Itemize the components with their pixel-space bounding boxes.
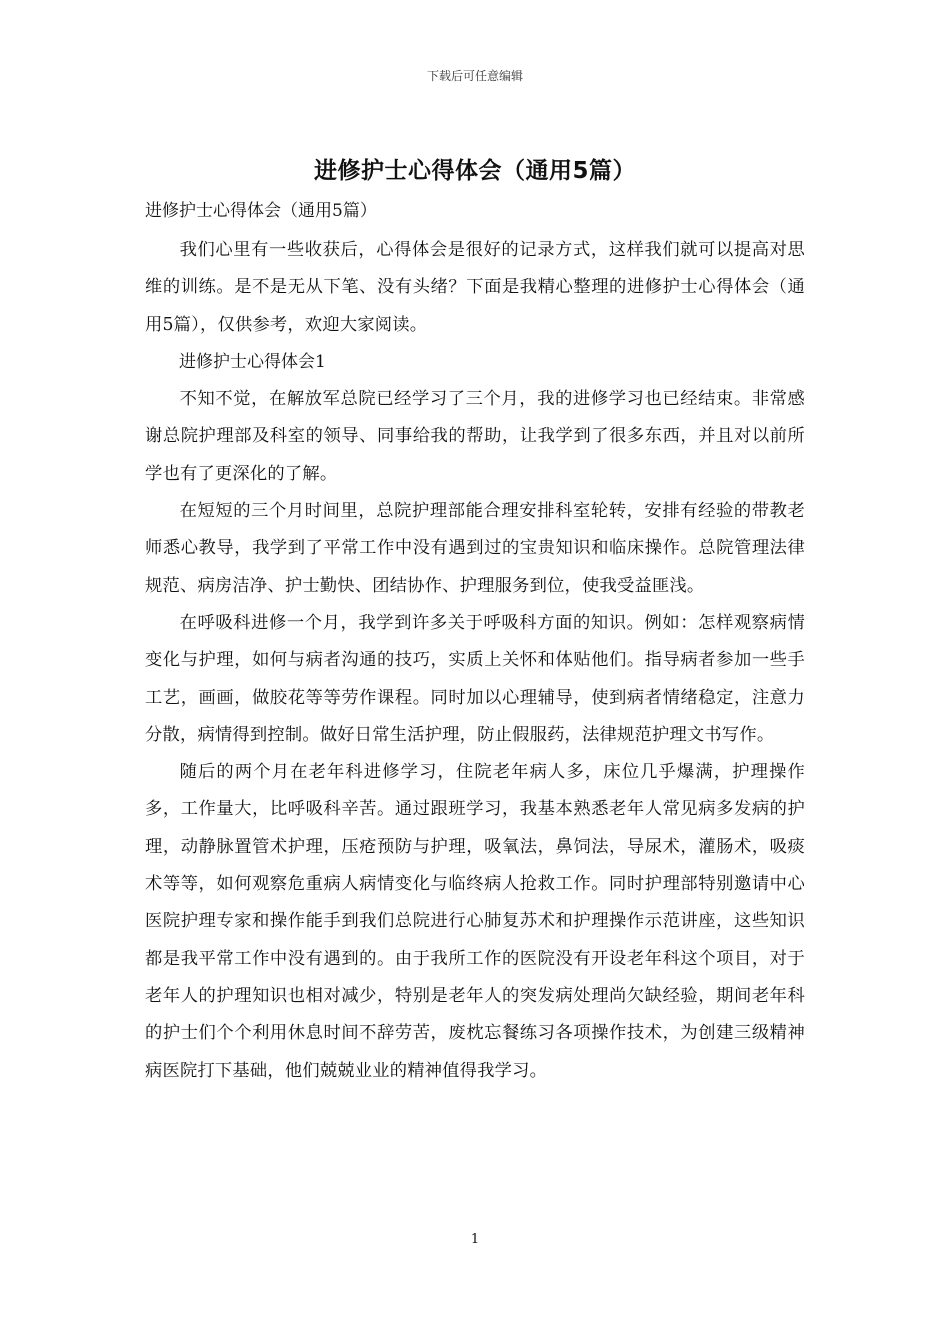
document-title: 进修护士心得体会（通用5篇） — [313, 158, 636, 184]
section-heading: 进修护士心得体会1 — [179, 351, 326, 372]
document-subtitle: 进修护士心得体会（通用5篇） — [145, 201, 377, 221]
body-paragraph: 随后的两个月在老年科进修学习，住院老年病人多，床位几乎爆满，护理操作多，工作量大，比呼吸科辛苦。通过跟班学习，我基本熟悉老年人常见病多发病的护理，动静脉置管术护理，压疮预防与护理，吸氧法，鼻饲法，导尿术，灌肠术，吸痰术等等，如何观察危重病人病情变化与临终病人抢救工作。同时护理部特别邀请中心医院护理专家和操作能手到我们总院进行心肺复苏术和护理操作示范讲座，这些知识都是我平常工作中没有遇到的。由于我所工作的医院没有开设老年科这个项目，对于老年人的护理知识也相对减少，特别是老年人的突发病处理尚欠缺经验，期间老年科的护士们个个利用休息时间不辞劳苦，废枕忘餐练习各项操作技术，为创建三级精神病医院打下基础，他们兢兢业业的精神值得我学习。 — [145, 762, 805, 1081]
header-note: 下载后可任意编辑 — [426, 69, 523, 83]
body-paragraph: 在短短的三个月时间里，总院护理部能合理安排科室轮转，安排有经验的带教老师悉心教导，我学到了平常工作中没有遇到过的宝贵知识和临床操作。总院管理法律规范、病房洁净、护士勤快、团结协作、护理服务到位，使我受益匪浅。 — [145, 501, 805, 596]
intro-paragraph: 我们心里有一些收获后，心得体会是很好的记录方式，这样我们就可以提高对思维的训练。是不是无从下笔、没有头绪？下面是我精心整理的进修护士心得体会（通用5篇），仅供参考，欢迎大家阅读。 — [145, 240, 805, 335]
body-paragraph: 不知不觉，在解放军总院已经学习了三个月，我的进修学习也已经结束。非常感谢总院护理部及科室的领导、同事给我的帮助，让我学到了很多东西，并且对以前所学也有了更深化的了解。 — [145, 389, 805, 484]
document-body — [145, 196, 805, 1090]
page-number: 1 — [470, 1232, 480, 1247]
body-paragraph: 在呼吸科进修一个月，我学到许多关于呼吸科方面的知识。例如：怎样观察病情变化与护理，如何与病者沟通的技巧，实质上关怀和体贴他们。指导病者参加一些手工艺，画画，做胶花等等劳作课程。同时加以心理辅导，使到病者情绪稳定，注意力分散，病情得到控制。做好日常生活护理，防止假服药，法律规范护理文书写作。 — [145, 612, 805, 745]
